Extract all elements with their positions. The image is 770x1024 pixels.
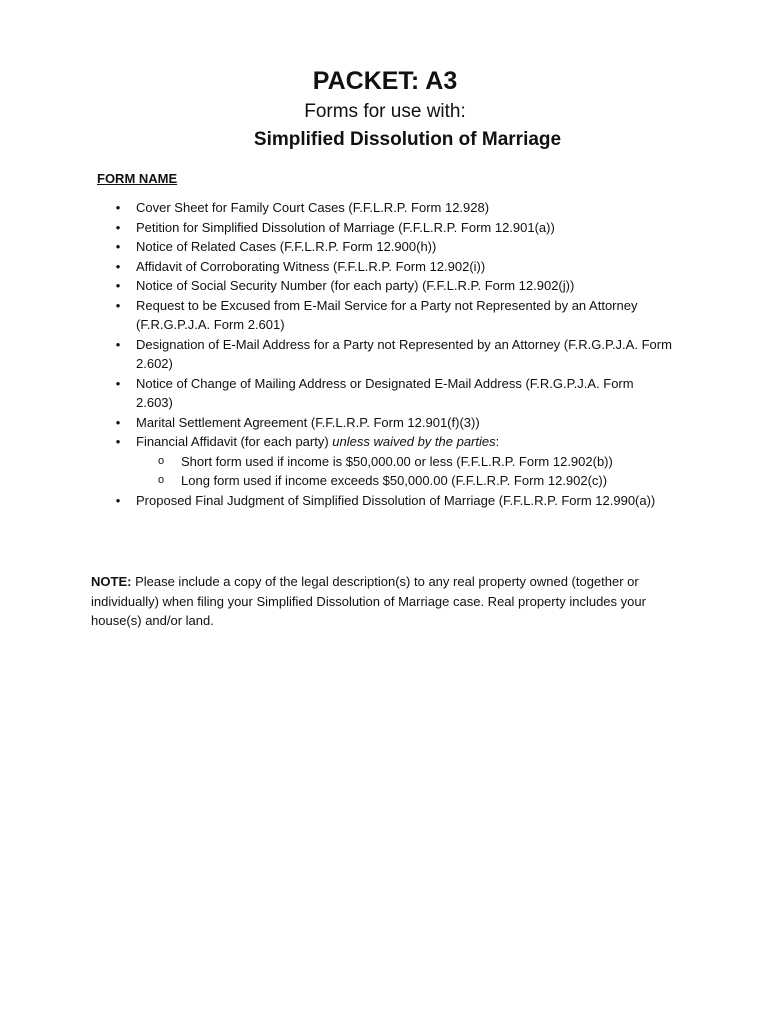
form-list-item bbox=[114, 335, 674, 374]
form-sub-list bbox=[136, 452, 674, 491]
bullet-icon: • bbox=[115, 375, 121, 391]
form-list-item bbox=[114, 237, 674, 257]
form-sub-item bbox=[136, 452, 674, 472]
bullet-icon: • bbox=[115, 414, 121, 430]
form-item-text: Notice of Change of Mailing Address or Designated E-Mail Address (F.R.G.P.J.A. Form 2.603) bbox=[136, 375, 634, 410]
note-text: Please include a copy of the legal description(s) to any real property owned (together or individually) when filing your Simplified Dissolution of Marriage case. Real property includes your house(s) and/or land. bbox=[91, 574, 646, 628]
form-sub-item-text: Short form used if income is $50,000.00 or less (F.F.L.R.P. Form 12.902(b)) bbox=[181, 453, 613, 469]
form-item-suffix: : bbox=[495, 434, 500, 449]
form-item-italic-note: unless waived by the parties bbox=[332, 434, 496, 449]
bullet-icon: • bbox=[115, 239, 121, 254]
form-item-text: Request to be Excused from E-Mail Service for a Party not Represented by an Attorney (F.R.G.P.J.A. Form 2.601) bbox=[136, 297, 638, 332]
note-label: NOTE: bbox=[91, 574, 132, 589]
form-item-text: Marital Settlement Agreement (F.F.L.R.P. Form 12.901(f)(3)) bbox=[136, 414, 480, 430]
form-sub-item-text: Long form used if income exceeds $50,000.00 (F.F.L.R.P. Form 12.902(c)) bbox=[181, 473, 608, 488]
bullet-icon: • bbox=[115, 200, 121, 215]
packet-subject: Simplified Dissolution of Marriage bbox=[253, 129, 562, 150]
bullet-icon: • bbox=[115, 258, 121, 274]
form-item-text: Notice of Related Cases (F.F.L.R.P. Form 12.900(h)) bbox=[136, 239, 437, 254]
form-item-text: Affidavit of Corroborating Witness (F.F.L.R.P. Form 12.902(i)) bbox=[136, 258, 486, 274]
form-name-heading: FORM NAME bbox=[97, 171, 178, 186]
page-title: PACKET: A3 bbox=[312, 67, 458, 95]
note-paragraph bbox=[91, 572, 681, 631]
form-list-item bbox=[114, 491, 674, 511]
bullet-icon: • bbox=[115, 434, 121, 449]
form-item-text: Financial Affidavit (for each party) bbox=[136, 434, 333, 449]
form-list-item bbox=[114, 198, 674, 218]
bullet-icon: • bbox=[115, 492, 121, 508]
form-item-text: Designation of E-Mail Address for a Party not Represented by an Attorney (F.R.G.P.J.A. Form 2.602) bbox=[136, 336, 672, 371]
form-item-text: Cover Sheet for Family Court Cases (F.F.L.R.P. Form 12.928) bbox=[136, 200, 490, 215]
form-list-item bbox=[114, 432, 674, 491]
hollow-bullet-icon: o bbox=[158, 454, 165, 467]
form-item-text: Proposed Final Judgment of Simplified Dissolution of Marriage (F.F.L.R.P. Form 12.990(a)) bbox=[136, 492, 656, 508]
bullet-icon: • bbox=[115, 336, 121, 352]
form-list-item bbox=[114, 276, 674, 296]
form-list-item bbox=[114, 218, 674, 238]
bullet-icon: • bbox=[115, 219, 121, 235]
form-list-item bbox=[114, 296, 674, 335]
bullet-icon: • bbox=[115, 297, 121, 313]
form-list bbox=[114, 198, 674, 510]
form-list-item bbox=[114, 413, 674, 433]
form-item-text: Notice of Social Security Number (for each party) (F.F.L.R.P. Form 12.902(j)) bbox=[136, 278, 575, 293]
form-list-item bbox=[114, 257, 674, 277]
hollow-bullet-icon: o bbox=[158, 474, 165, 486]
form-item-text: Petition for Simplified Dissolution of Marriage (F.F.L.R.P. Form 12.901(a)) bbox=[136, 219, 555, 235]
page-subtitle: Forms for use with: bbox=[304, 101, 466, 122]
form-sub-item bbox=[136, 471, 674, 491]
form-list-item bbox=[114, 374, 674, 413]
bullet-icon: • bbox=[115, 278, 121, 293]
